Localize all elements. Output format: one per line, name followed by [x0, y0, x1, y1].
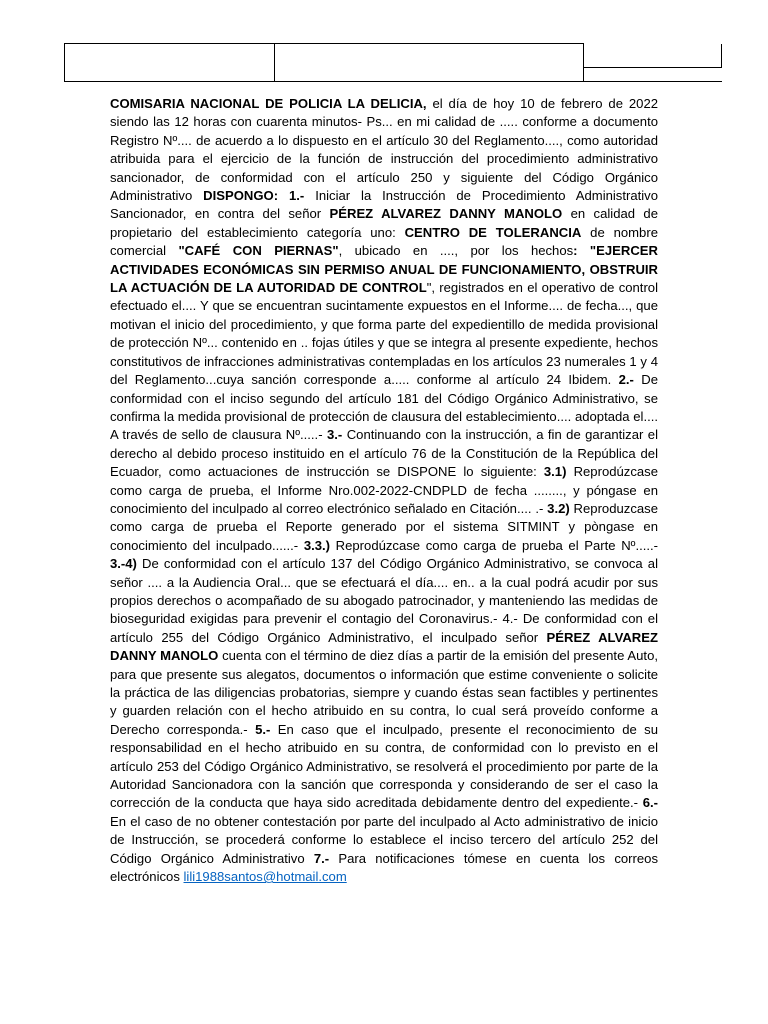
- bold-segment: 2.-: [618, 372, 634, 388]
- email-link[interactable]: lili1988santos@hotmail.com: [183, 869, 347, 885]
- text-segment: Iniciar la Instrucción de Procedimiento Administrativo Sancionador, en contra del señor: [110, 188, 658, 222]
- text-segment: Para notificaciones tómese en cuenta los correos electrónicos: [110, 850, 658, 885]
- bold-segment: 3.-: [327, 427, 343, 443]
- bold-segment: "CAFÉ CON PIERNAS": [178, 243, 339, 259]
- header-cell-right-border: [721, 44, 722, 67]
- bold-segment: COMISARIA NACIONAL DE POLICIA LA DELICIA,: [110, 96, 427, 111]
- bold-segment: 3.2): [547, 500, 570, 516]
- header-cell-left: [65, 44, 275, 82]
- header-cell-middle: [275, 44, 584, 82]
- text-segment: Reprodúzcase como carga de prueba el Parte Nº.....-: [330, 537, 658, 553]
- text-segment: ", registrados en el operativo de control efectuado el.... Y que se encuentran sucintamente expuestos en el Informe.... de fecha..., que motivan el inicio del procedimiento, y que forma parte del expedientillo de medida provisional de protección Nº... contenido en .. fojas útiles y que se integra al presente expediente, hechos constitutivos de infracciones administrativas contempladas en los artículos 23 numerales 1 y 4 del Reglamento...cuya sanción corresponde a..... conforme al artículo 24 Ibidem.: [110, 280, 658, 388]
- text-segment: De conformidad con el artículo 137 del Código Orgánico Administrativo, se convoca al señor .... a la Audiencia Oral... que se efectuará el día.... en.. a la cual podrá acudir por sus propios derechos o acompañado de su abogado patrocinador, y manteniendo las medidas de bioseguridad exigidas para prevenir el contagio del Coronavirus.- 4.- De conformidad con el artículo 255 del Código Orgánico Administrativo, el inculpado señor: [110, 556, 658, 645]
- document-body: [110, 95, 658, 886]
- header-table: [64, 43, 722, 82]
- bold-segment: 7.-: [313, 850, 330, 866]
- bold-segment: CENTRO DE TOLERANCIA: [404, 224, 582, 240]
- bold-segment: 5.-: [255, 721, 271, 737]
- text-segment: el día de hoy 10 de febrero de 2022 siendo las 12 horas con cuarenta minutos- Ps... en mi calidad de ..... conforme a documento Registro Nº.... de acuerdo a lo dispuesto en el artículo 30 del Reglamento...., como autoridad atribuida para el ejercicio de la función de instrucción del procedimiento administrativo sancionador, de conformidad con el artículo 250 y siguiente del Código Orgánico Administrativo: [110, 96, 659, 204]
- text-segment: Reprodúzcase como carga de prueba, el Informe Nro.002-2022-CNDPLD de fecha ........, y póngase en conocimiento del inculpado al correo electrónico señalado en Citación.... .-: [110, 464, 658, 516]
- bold-segment: PÉREZ ALVAREZ DANNY MANOLO: [110, 629, 658, 664]
- text-segment: , ubicado en ...., por los hechos: [338, 243, 574, 259]
- bold-segment: DISPONGO: 1.-: [203, 188, 305, 204]
- text-segment: de nombre comercial: [110, 224, 658, 259]
- document-text: [110, 96, 658, 884]
- text-segment: Continuando con la instrucción, a fin de garantizar el derecho al debido proceso instituido en el artículo 76 de la Constitución de la República del Ecuador, como actuaciones de instrucción se DISPONE lo siguiente:: [110, 427, 658, 480]
- text-segment: De conformidad con el inciso segundo del artículo 181 del Código Orgánico Administrativo, se confirma la medida provisional de protección de clausura del establecimiento.... adoptada el.... A través de sello de clausura Nº.....-: [110, 372, 658, 443]
- text-segment: en calidad de propietario del establecimiento categoría uno:: [110, 206, 658, 240]
- header-cell-right-divider: [584, 67, 722, 68]
- bold-segment: : "EJERCER ACTIVIDADES ECONÓMICAS SIN PERMISO ANUAL DE FUNCIONAMIENTO, OBSTRUIR LA ACTUACIÓN DE LA AUTORIDAD DE CONTROL: [110, 243, 658, 296]
- text-segment: Reproduzcase como carga de prueba el Reporte generado por el sistema SITMINT y pòngase en conocimiento del inculpado......-: [110, 500, 658, 553]
- bold-segment: 3.-4): [110, 556, 137, 572]
- text-segment: En el caso de no obtener contestación por parte del inculpado al Acto administrativo de inicio de Instrucción, se procederá conforme lo establece el inciso tercero del artículo 252 del Código Orgánico Administrativo: [110, 813, 658, 866]
- text-segment: En caso que el inculpado, presente el reconocimiento de su responsabilidad en el hecho atribuido en su contra, de conformidad con lo previsto en el artículo 253 del Código Orgánico Administrativo, se resolverá el procedimiento por parte de la Autoridad Sancionadora con la sanción que corresponda y considerando de ser el caso la corrección de la conducta que haya sido acreditada debidamente dentro del expediente.-: [110, 721, 658, 811]
- bold-segment: PÉREZ ALVAREZ DANNY MANOLO: [329, 206, 563, 222]
- header-cell-right: [584, 44, 723, 82]
- text-segment: cuenta con el término de diez días a partir de la emisión del presente Auto, para que presente sus alegatos, documentos o información que estime conveniente o solicite la práctica de las diligencias probatorias, siempre y cuando éstas sean factibles y pertinentes y guarden relación con el hecho atribuido en su contra, lo cual será proveído conforme a Derecho corresponda.-: [110, 648, 658, 737]
- bold-segment: 3.3.): [303, 537, 331, 553]
- bold-segment: 3.1): [543, 464, 567, 480]
- bold-segment: 6.-: [642, 795, 658, 811]
